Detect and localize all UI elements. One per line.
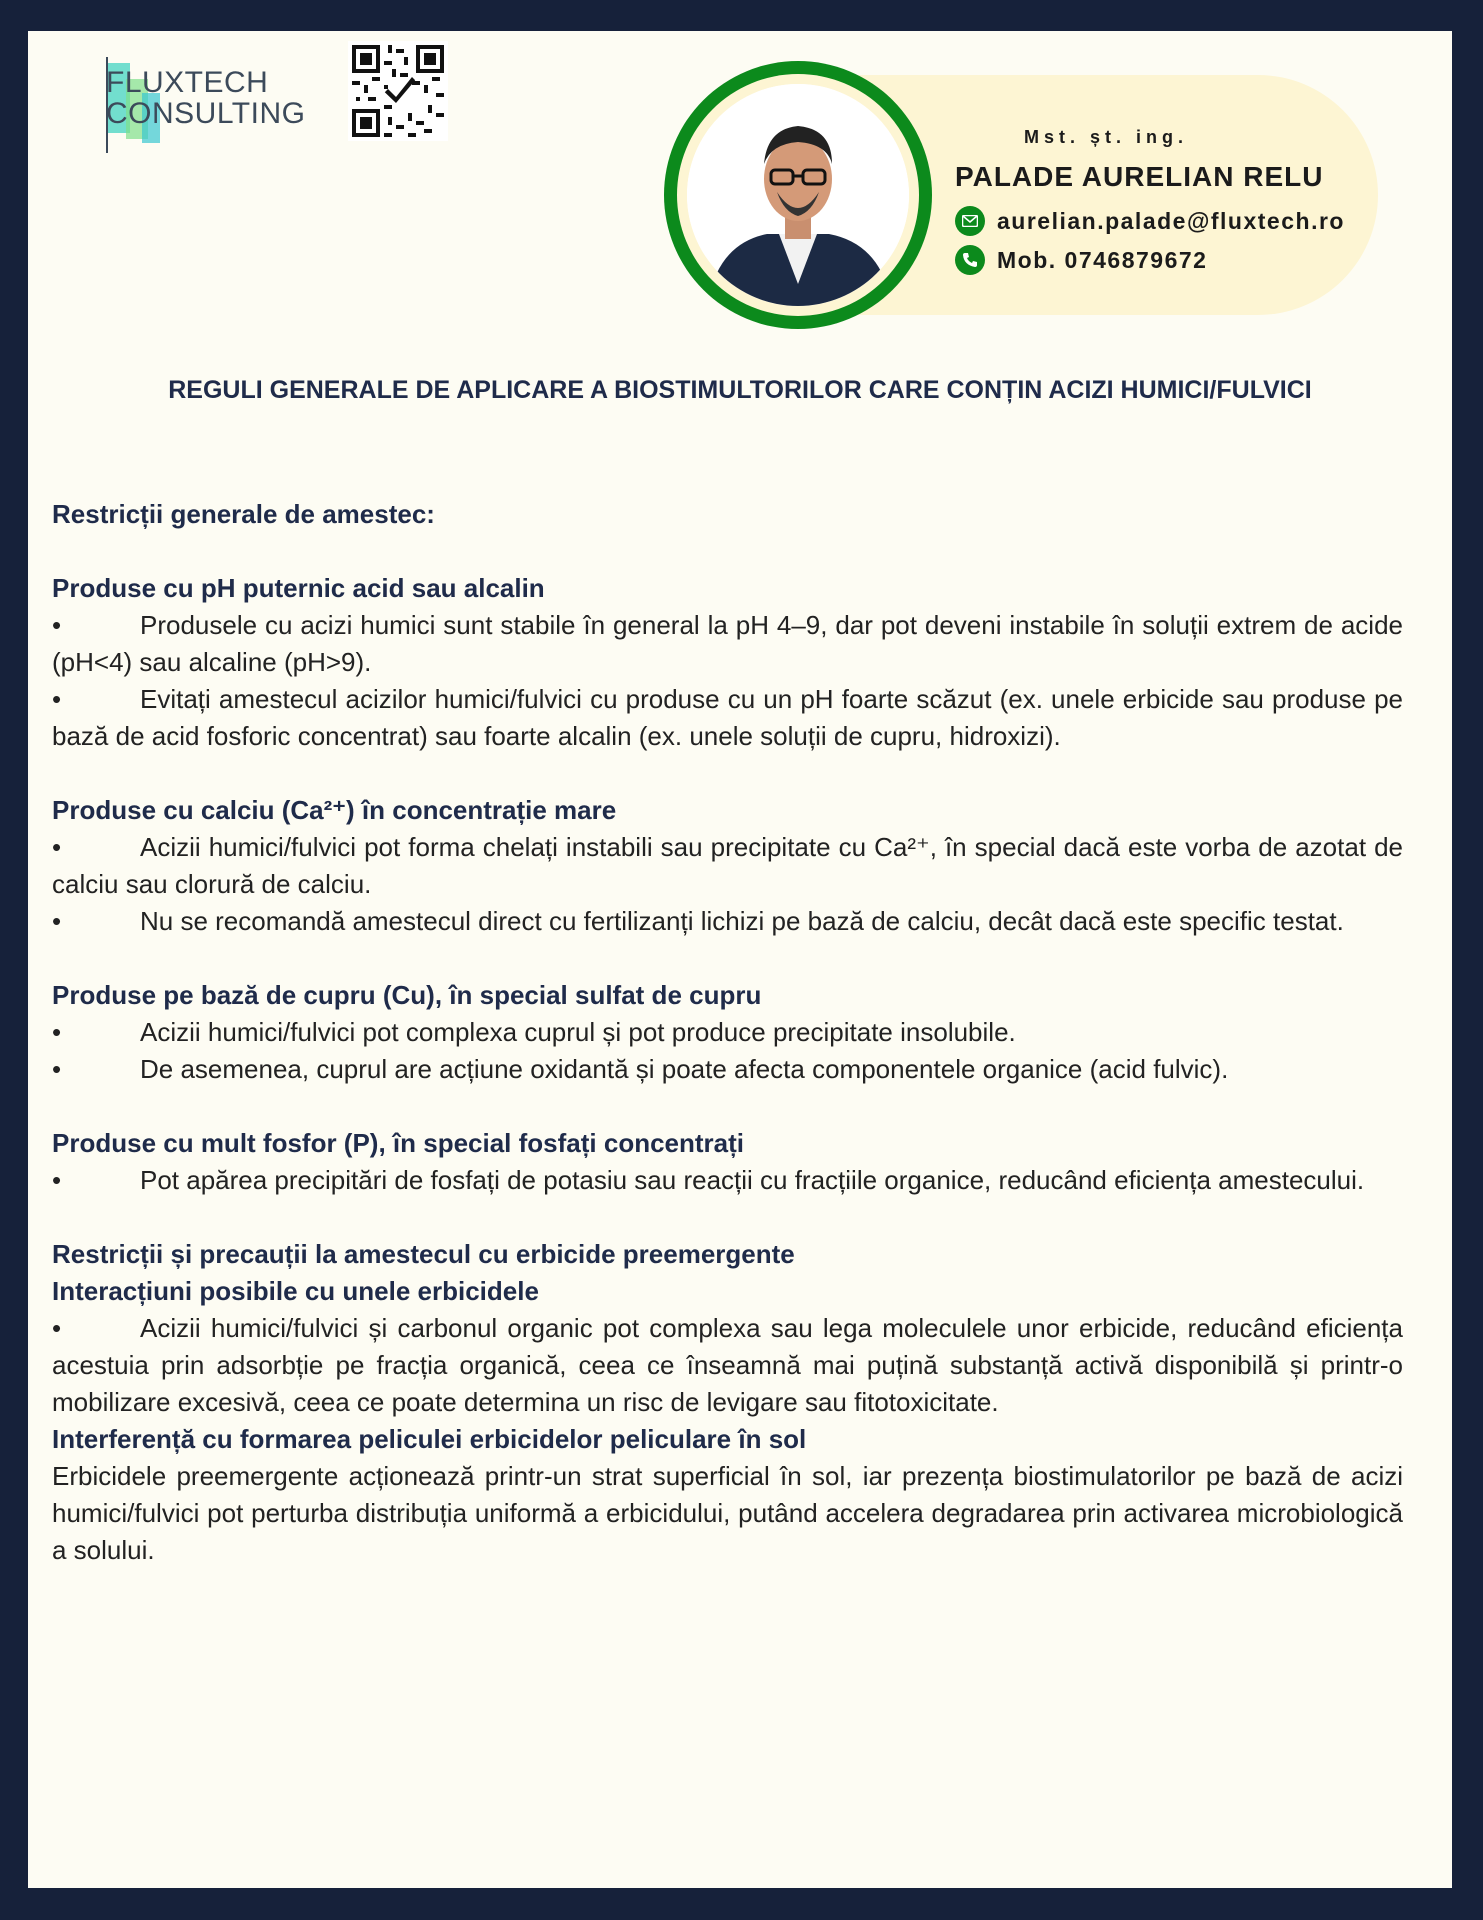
fluxtech-logo (106, 49, 312, 159)
herbicide-subheading-2: Interferență cu formarea peliculei erbicidelor peliculare în sol (52, 1424, 807, 1454)
bullet-item: • Produsele cu acizi humici sunt stabile în general la pH 4–9, dar pot deveni instabile în soluții extrem de acide (pH<4) sau alcaline (pH>9). (52, 610, 1403, 677)
phone-text[interactable]: Mob. 0746879672 (997, 246, 1208, 273)
bullet-item: • Pot apărea precipitări de fosfați de potasiu sau reacții cu fracțiile organice, reducând eficiența amestecului. (52, 1165, 1365, 1195)
phone-icon (955, 245, 985, 275)
section-heading: Produse cu calciu (Ca²⁺) în concentrație mare (52, 795, 617, 825)
section-heading: Produse pe bază de cupru (Cu), în special sulfat de cupru (52, 980, 762, 1010)
person-name: PALADE AURELIAN RELU (955, 161, 1324, 192)
herbicide-paragraph: Erbicidele preemergente acționează printr-un strat superficial în sol, iar prezența biostimulatorilor pe bază de acizi humici/fulvici pot perturba distribuția uniformă a erbicidului, putând accelera degradarea prin activarea microbiologică a solului. (52, 1461, 1403, 1565)
section-heading: Produse cu pH puternic acid sau alcalin (52, 573, 545, 603)
mail-icon (955, 206, 985, 236)
bullet-item: • De asemenea, cuprul are acțiune oxidantă și poate afecta componentele organice (acid fulvic). (52, 1054, 1229, 1084)
email-row[interactable] (955, 206, 1345, 236)
profile-photo-ring (664, 61, 932, 329)
phone-row[interactable] (955, 245, 1207, 275)
section-heading: Produse cu mult fosfor (P), în special fosfați concentrați (52, 1128, 744, 1158)
bullet-item: • Acizii humici/fulvici și carbonul organic pot complexa sau lega moleculele unor erbicide, reducând eficiența acestuia prin adsorbție pe fracția organică, ceea ce înseamnă mai puțină substanță activă disponibilă și printr-o mobilizare excesivă, ceea ce poate determina un risc de levigare sau fitotoxicitate. (52, 1313, 1403, 1417)
email-text[interactable]: aurelian.palade@fluxtech.ro (997, 207, 1345, 234)
document-title: REGULI GENERALE DE APLICARE A BIOSTIMULTORILOR CARE CONȚIN ACIZI HUMICI/FULVICI (168, 376, 1312, 404)
qr-code-icon[interactable] (348, 41, 448, 141)
profile-photo (687, 84, 909, 306)
bullet-item: • Evitați amestecul acizilor humici/fulvici cu produse cu un pH foarte scăzut (ex. unele erbicide sau produse pe bază de acid fosforic concentrat) sau foarte alcalin (ex. unele soluții de cupru, hidroxizi). (52, 684, 1403, 751)
general-heading: Restricții generale de amestec: (52, 499, 435, 529)
document-page (28, 31, 1452, 1888)
bullet-item: • Acizii humici/fulvici pot complexa cuprul și pot produce precipitate insolubile. (52, 1017, 1016, 1047)
herbicide-subheading-1: Interacțiuni posibile cu unele erbicidele (52, 1276, 539, 1306)
logo-line-1: FLUXTECH (106, 66, 269, 99)
person-title: Mst. șt. ing. (1024, 127, 1188, 147)
bullet-item: • Acizii humici/fulvici pot forma chelați instabili sau precipitate cu Ca²⁺, în special dacă este vorba de azotat de calciu sau clorură de calciu. (52, 832, 1403, 899)
contact-banner (858, 75, 1378, 315)
herbicide-heading: Restricții și precauții la amestecul cu erbicide preemergente (52, 1239, 795, 1269)
bullet-item: • Nu se recomandă amestecul direct cu fertilizanți lichizi pe bază de calciu, decât dacă este specific testat. (52, 906, 1344, 936)
document-body (52, 496, 1403, 1569)
logo-line-2: CONSULTING (106, 97, 306, 130)
